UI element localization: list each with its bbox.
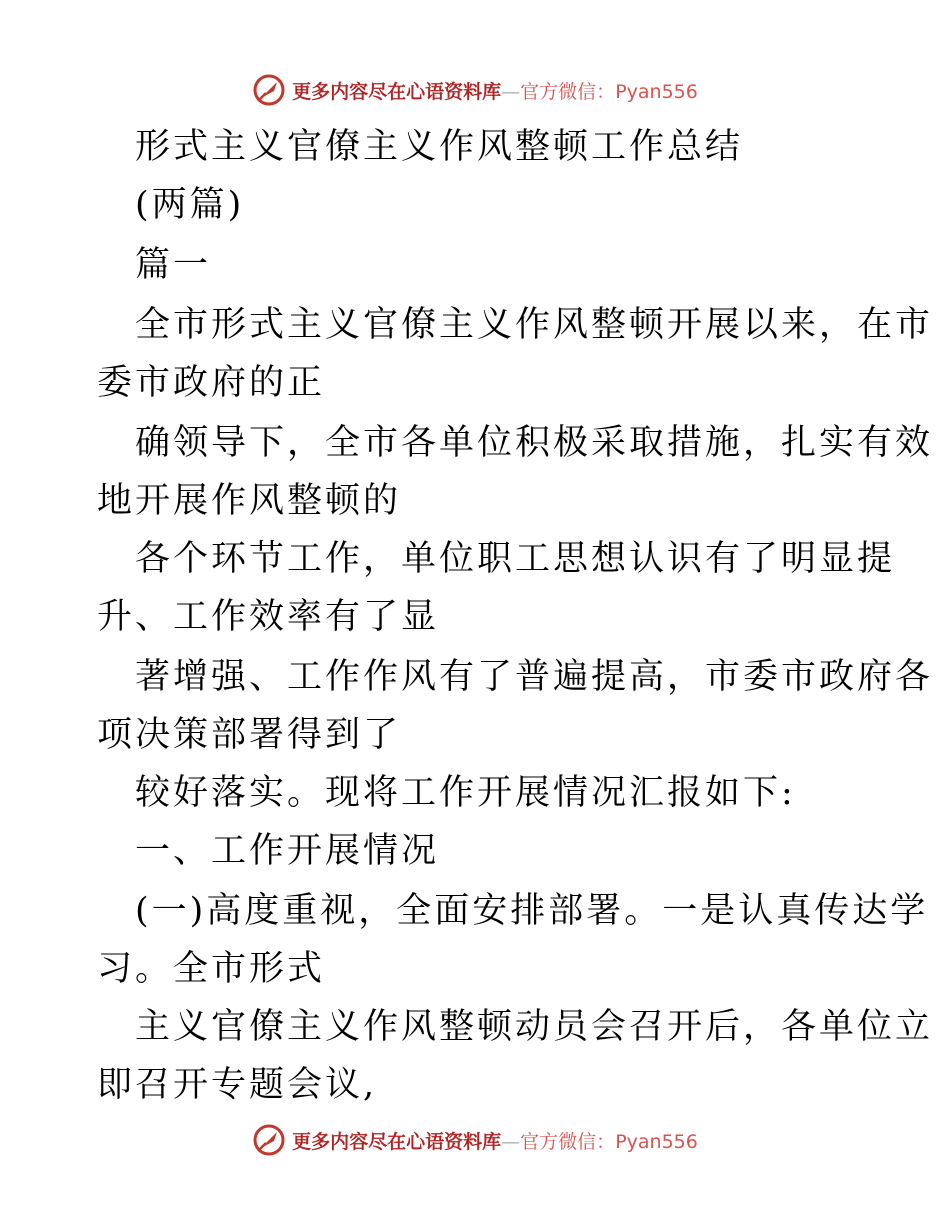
paragraph-line: 项决策部署得到了 (97, 715, 402, 755)
watermark-part2: 官方微信 (520, 1130, 597, 1153)
paragraph-line: 即召开专题会议, (97, 1065, 378, 1105)
watermark-part1: 更多内容尽在心语资料库 (292, 80, 502, 103)
section-subheading: 一、工作开展情况 (135, 831, 440, 871)
paragraph-line: 主义官僚主义作风整顿动员会召开后，各单位立 (135, 1007, 934, 1047)
watermark-part2: 官方微信 (520, 80, 597, 103)
watermark-colon: ： (596, 1130, 616, 1153)
paragraph-line: 升、工作效率有了显 (97, 597, 440, 637)
watermark-account: Pyan556 (615, 1130, 698, 1153)
section-heading: 篇一 (135, 245, 212, 285)
paragraph-line: 较好落实。现将工作开展情况汇报如下: (135, 773, 796, 813)
watermark-account: Pyan556 (615, 80, 698, 103)
watermark-part1: 更多内容尽在心语资料库 (292, 1130, 502, 1153)
paragraph-line: 全市形式主义官僚主义作风整顿开展以来，在市 (135, 305, 934, 345)
watermark-dash: — (501, 80, 521, 103)
document-title: 形式主义官僚主义作风整顿工作总结 (135, 127, 744, 167)
watermark-text (292, 77, 698, 104)
paragraph-line: 地开展作风整顿的 (97, 481, 402, 521)
watermark-dash: — (501, 1130, 521, 1153)
feather-pen-logo-icon (252, 73, 286, 107)
paragraph-line: (一)高度重视，全面安排部署。一是认真传达学 (135, 891, 929, 931)
header-watermark (0, 68, 950, 112)
footer-watermark (0, 1118, 950, 1162)
paragraph-line: 委市政府的正 (97, 363, 326, 403)
watermark-text (292, 1127, 698, 1154)
paragraph-line: 著增强、工作作风有了普遍提高，市委市政府各 (135, 657, 934, 697)
document-subtitle: (两篇) (135, 185, 245, 225)
paragraph-line: 确领导下，全市各单位积极采取措施，扎实有效 (135, 423, 934, 463)
watermark-colon: ： (596, 80, 616, 103)
paragraph-line: 各个环节工作，单位职工思想认识有了明显提 (135, 539, 896, 579)
feather-pen-logo-icon (252, 1123, 286, 1157)
paragraph-line: 习。全市形式 (97, 949, 326, 989)
